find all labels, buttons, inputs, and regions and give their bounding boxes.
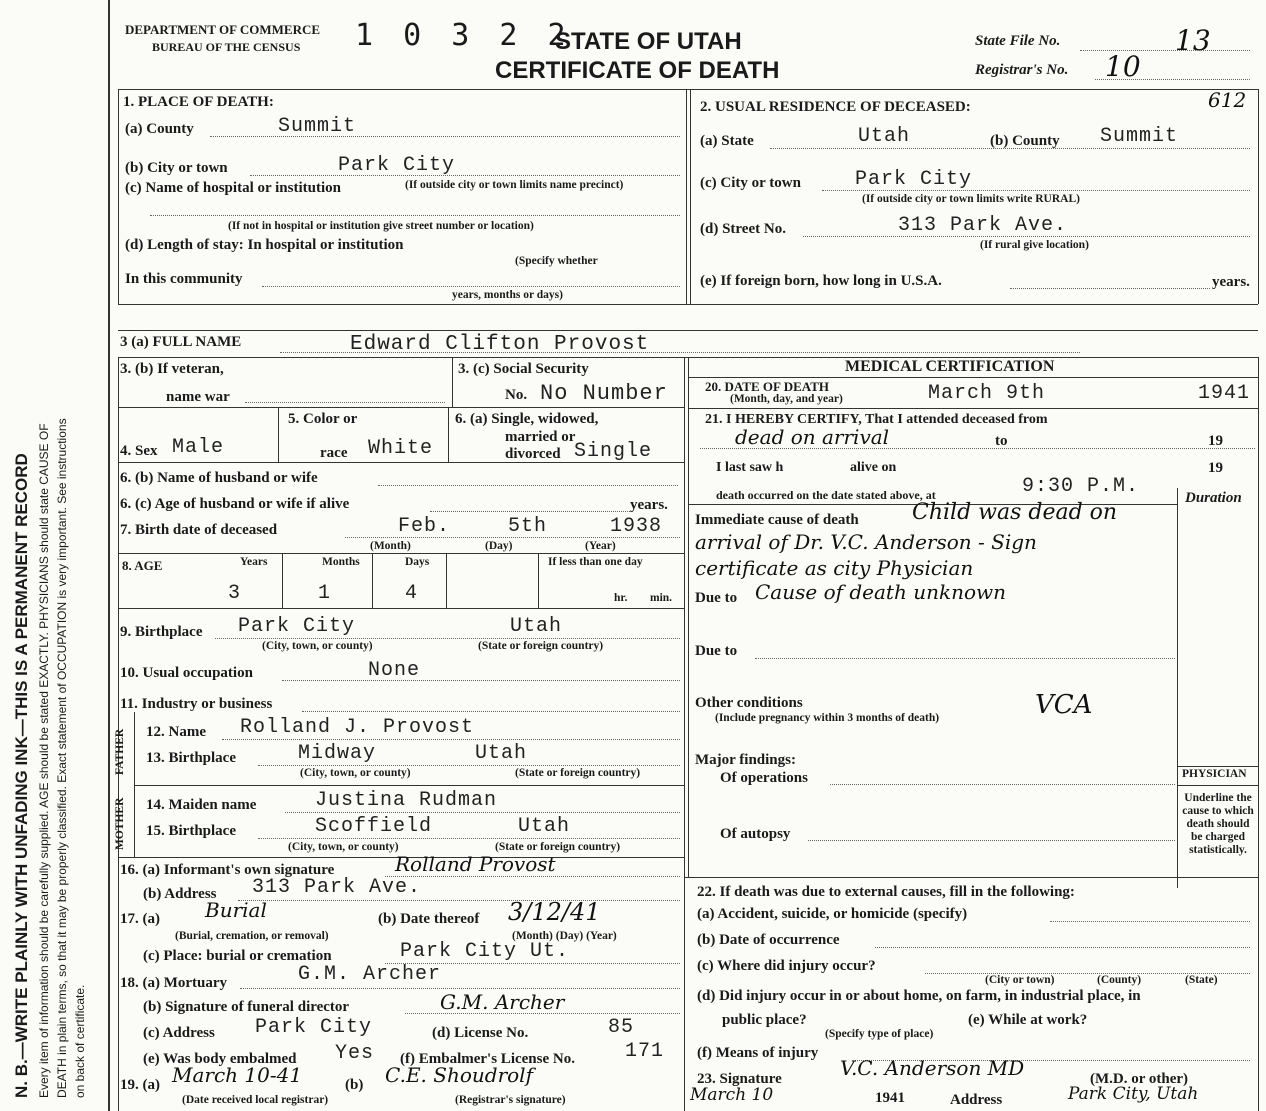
birth-year: 1938 — [610, 515, 663, 538]
ss-value: No Number — [540, 381, 668, 406]
mother-name-value: Justina Rudman — [315, 789, 498, 812]
license-label: (d) License No. — [432, 1025, 529, 1041]
mortuary-label: 18. (a) Mortuary — [120, 975, 228, 991]
work-label: (e) While at work? — [968, 1012, 1088, 1028]
father-birthplace-city: Midway — [298, 742, 377, 765]
spouse-label: 6. (b) Name of husband or wife — [120, 470, 318, 486]
certify-text: 21. I HEREBY CERTIFY, That I attended deceased from — [705, 412, 1048, 427]
father-name-label: 12. Name — [146, 724, 206, 740]
age-lessday-col: If less than one day — [548, 556, 643, 568]
disposition-value: Burial — [205, 898, 267, 922]
cause-line-1: Child was dead on — [912, 500, 1118, 525]
mother-city-note: (City, town, or county) — [288, 841, 399, 853]
age-days-col: Days — [405, 556, 430, 568]
dead-on-arrival: dead on arrival — [735, 425, 890, 449]
full-name-value: Edward Clifton Provost — [350, 333, 650, 356]
major-findings-label: Major findings: — [695, 752, 796, 768]
burial-place-label: (c) Place: burial or cremation — [143, 948, 332, 964]
stay-label: (d) Length of stay: In hospital or institution — [125, 237, 404, 253]
state-file-number: 13 — [1175, 24, 1211, 57]
birthplace-label: 9. Birthplace — [120, 624, 203, 640]
street-note: (If not in hospital or institution give street number or location) — [228, 220, 534, 232]
hospital-label: (c) Name of hospital or institution — [125, 180, 341, 196]
death-time: 9:30 P.M. — [1022, 475, 1140, 498]
bureau-name: BUREAU OF THE CENSUS — [152, 40, 301, 54]
mortuary-value: G.M. Archer — [298, 963, 442, 986]
veteran-label: 3. (b) If veteran, — [120, 361, 224, 377]
registrar-b-label: (b) — [345, 1077, 364, 1093]
residence-heading: 2. USUAL RESIDENCE OF DECEASED: — [700, 99, 971, 115]
race-label: race — [320, 445, 348, 461]
birthplace-city: Park City — [238, 615, 356, 638]
physician-tag: PHYSICIAN — [1182, 768, 1247, 780]
cause-line-3: certificate as city Physician — [695, 556, 974, 580]
received-label: 19. (a) — [120, 1077, 160, 1093]
informant-address-label: (b) Address — [143, 886, 217, 902]
mortuary-address-value: Park City — [255, 1016, 373, 1039]
license-value: 85 — [608, 1016, 635, 1039]
disposition-label: 17. (a) — [120, 911, 160, 927]
community-label: In this community — [125, 271, 243, 287]
due-to-value-1: Cause of death unknown — [755, 580, 1007, 604]
state-title: STATE OF UTAH — [555, 28, 742, 55]
signature-label: 23. Signature — [697, 1071, 782, 1087]
father-state-note: (State or foreign country) — [515, 767, 641, 779]
underline-note: Underline the cause to which death should be charged statistically. — [1182, 792, 1254, 856]
disposition-date-value: 3/12/41 — [508, 898, 601, 926]
foreign-label: (e) If foreign born, how long in U.S.A. — [700, 273, 942, 289]
ss-no-label: No. — [505, 387, 528, 403]
signature-year: 1941 — [875, 1090, 905, 1106]
marital-label-2: married or — [505, 429, 576, 445]
burial-place-value: Park City Ut. — [400, 940, 570, 963]
county-label: (a) County — [125, 121, 194, 137]
age-min: min. — [650, 592, 673, 604]
marital-value: Single — [574, 440, 653, 463]
nineteen-1: 19 — [1208, 433, 1223, 449]
date-of-death-label: 20. DATE OF DEATH — [705, 379, 829, 394]
father-birthplace-state: Utah — [475, 742, 528, 765]
occupation-value: None — [368, 659, 421, 682]
other-initials: VCA — [1035, 690, 1093, 720]
mortuary-address-label: (c) Address — [143, 1025, 215, 1041]
war-label: name war — [166, 389, 230, 405]
informant-sig-label: 16. (a) Informant's own signature — [120, 862, 335, 878]
embalmer-license-label: (f) Embalmer's License No. — [400, 1051, 575, 1067]
age-hr: hr. — [614, 592, 628, 604]
date-of-death-note: (Month, day, and year) — [730, 393, 843, 405]
state-file-label: State File No. — [975, 33, 1061, 49]
marital-label: 6. (a) Single, widowed, — [455, 411, 599, 427]
registrar-signature: C.E. Shoudrolf — [385, 1063, 533, 1087]
age-label: 8. AGE — [122, 558, 163, 573]
registrar-label: Registrar's No. — [975, 62, 1069, 78]
mother-birthplace-state: Utah — [518, 815, 571, 838]
accident-label: (a) Accident, suicide, or homicide (specify) — [697, 906, 968, 922]
sex-label: 4. Sex — [120, 443, 158, 459]
mother-name-label: 14. Maiden name — [146, 797, 257, 813]
signature-date: March 10 — [690, 1085, 774, 1105]
received-value: March 10-41 — [172, 1063, 303, 1087]
father-name-value: Rolland J. Provost — [240, 716, 475, 739]
external-causes-label: 22. If death was due to external causes, fill in the following: — [697, 884, 1075, 900]
specify-place-note: (Specify type of place) — [825, 1028, 934, 1040]
place-heading: 1. PLACE OF DEATH: — [123, 94, 274, 110]
embalmed-value: Yes — [335, 1042, 375, 1065]
last-saw-label: I last saw h — [716, 460, 784, 475]
rural-note: (If outside city or town limits write RURAL) — [862, 193, 1080, 205]
age-years-value: 3 — [228, 582, 242, 605]
marital-label-3: divorced — [505, 446, 561, 462]
occurrence-label: (b) Date of occurrence — [697, 932, 840, 948]
full-name-label: 3 (a) FULL NAME — [120, 334, 242, 350]
spouse-age-label: 6. (c) Age of husband or wife if alive — [120, 496, 350, 512]
birth-month: Feb. — [398, 515, 451, 538]
margin-note-3: on back of certificate. — [73, 984, 87, 1098]
ss-label: 3. (c) Social Security — [458, 361, 589, 377]
occurred-label: death occurred on the date stated above, at — [716, 488, 936, 502]
margin-note-1: Every item of information should be carefully supplied. AGE should be stated EXACTLY. PHYSICIANS should state CAUSE OF — [37, 423, 51, 1098]
registrar-note: (Registrar's signature) — [455, 1094, 566, 1106]
other-conditions-label: Other conditions — [695, 695, 803, 711]
birthplace-state: Utah — [510, 615, 563, 638]
birth-label: 7. Birth date of deceased — [120, 522, 278, 538]
due-to-label-2: Due to — [695, 643, 738, 659]
home-label: (d) Did injury occur in or about home, on farm, in industrial place, in — [697, 988, 1141, 1004]
where-county-note: (County) — [1097, 974, 1142, 986]
autopsy-label: Of autopsy — [720, 826, 791, 842]
res-county-value: Summit — [1100, 125, 1179, 148]
res-city-value: Park City — [855, 168, 973, 191]
city-value: Park City — [338, 154, 456, 177]
hospital-note: (If outside city or town limits name precinct) — [405, 179, 624, 191]
pregnancy-note: (Include pregnancy within 3 months of death) — [715, 712, 940, 724]
age-years-col: Years — [240, 556, 268, 568]
signature-address: Park City, Utah — [1068, 1084, 1199, 1104]
mother-tag: MOTHER — [114, 797, 126, 850]
corner-number: 612 — [1208, 88, 1247, 112]
age-days-value: 4 — [405, 582, 419, 605]
death-month-day: March 9th — [928, 382, 1046, 405]
city-label: (b) City or town — [125, 160, 228, 176]
birth-month-note: (Month) — [370, 540, 411, 552]
father-tag: FATHER — [114, 728, 126, 775]
where-city-note: (City or town) — [985, 974, 1055, 986]
where-label: (c) Where did injury occur? — [697, 958, 876, 974]
md-label: (M.D. or other) — [1090, 1071, 1189, 1087]
certificate-title: CERTIFICATE OF DEATH — [495, 57, 780, 84]
director-signature: G.M. Archer — [440, 990, 565, 1014]
mother-birthplace-city: Scoffield — [315, 815, 433, 838]
industry-label: 11. Industry or business — [120, 696, 273, 712]
race-value: White — [368, 437, 434, 460]
location-note: (If rural give location) — [980, 239, 1089, 251]
signature-address-label: Address — [950, 1092, 1003, 1108]
age-months-col: Months — [322, 556, 360, 568]
spouse-years: years. — [630, 497, 668, 513]
birthplace-state-note: (State or foreign country) — [478, 640, 604, 652]
father-birthplace-label: 13. Birthplace — [146, 750, 236, 766]
res-street-value: 313 Park Ave. — [898, 214, 1068, 237]
embalmer-license-value: 171 — [625, 1040, 665, 1063]
informant-address-value: 313 Park Ave. — [252, 876, 422, 899]
due-to-label-1: Due to — [695, 590, 738, 606]
registrar-number: 10 — [1105, 50, 1141, 83]
father-city-note: (City, town, or county) — [300, 767, 411, 779]
birth-year-note: (Year) — [585, 540, 616, 552]
age-months-value: 1 — [318, 582, 332, 605]
disposition-date-note: (Month) (Day) (Year) — [512, 930, 617, 942]
serial-number: 1 0 3 2 2 — [355, 18, 572, 53]
res-city-label: (c) City or town — [700, 175, 801, 191]
ymd-note: years, months or days) — [452, 289, 563, 301]
specify-note: (Specify whether — [515, 255, 598, 267]
county-value: Summit — [278, 115, 357, 138]
cause-line-2: arrival of Dr. V.C. Anderson - Sign — [695, 530, 1037, 554]
embalmed-label: (e) Was body embalmed — [143, 1051, 297, 1067]
means-label: (f) Means of injury — [697, 1045, 819, 1061]
nineteen-2: 19 — [1208, 460, 1223, 476]
public-place-label: public place? — [722, 1012, 807, 1028]
occupation-label: 10. Usual occupation — [120, 665, 253, 681]
birthplace-city-note: (City, town, or county) — [262, 640, 373, 652]
mother-state-note: (State or foreign country) — [495, 841, 621, 853]
birth-day: 5th — [508, 515, 548, 538]
margin-note-2: DEATH in plain terms, so that it may be properly classified. Exact statement of OCCUPATION is very important. See instructions — [55, 418, 69, 1098]
cause-label: Immediate cause of death — [695, 512, 859, 528]
sex-value: Male — [172, 436, 225, 459]
director-label: (b) Signature of funeral director — [143, 999, 350, 1015]
mother-birthplace-label: 15. Birthplace — [146, 823, 236, 839]
dept-name: DEPARTMENT OF COMMERCE — [125, 22, 321, 37]
foreign-years: years. — [1212, 274, 1250, 290]
res-county-label: (b) County — [990, 133, 1060, 149]
operations-label: Of operations — [720, 770, 808, 786]
medical-heading: MEDICAL CERTIFICATION — [845, 358, 1055, 375]
res-street-label: (d) Street No. — [700, 221, 786, 237]
received-note: (Date received local registrar) — [182, 1094, 329, 1106]
birth-day-note: (Day) — [485, 540, 513, 552]
informant-signature: Rolland Provost — [395, 852, 556, 876]
margin-instruction: N. B.—WRITE PLAINLY WITH UNFADING INK—THIS IS A PERMANENT RECORD — [12, 453, 31, 1098]
where-state-note: (State) — [1185, 974, 1218, 986]
color-label: 5. Color or — [288, 411, 358, 427]
duration-label: Duration — [1185, 490, 1242, 506]
disposition-date-label: (b) Date thereof — [378, 911, 480, 927]
to-label: to — [995, 433, 1008, 449]
res-state-value: Utah — [858, 125, 911, 148]
physician-signature: V.C. Anderson MD — [840, 1056, 1025, 1080]
death-year: 1941 — [1198, 382, 1251, 405]
alive-on-label: alive on — [850, 460, 897, 475]
res-state-label: (a) State — [700, 133, 754, 149]
disposition-note: (Burial, cremation, or removal) — [175, 930, 329, 942]
